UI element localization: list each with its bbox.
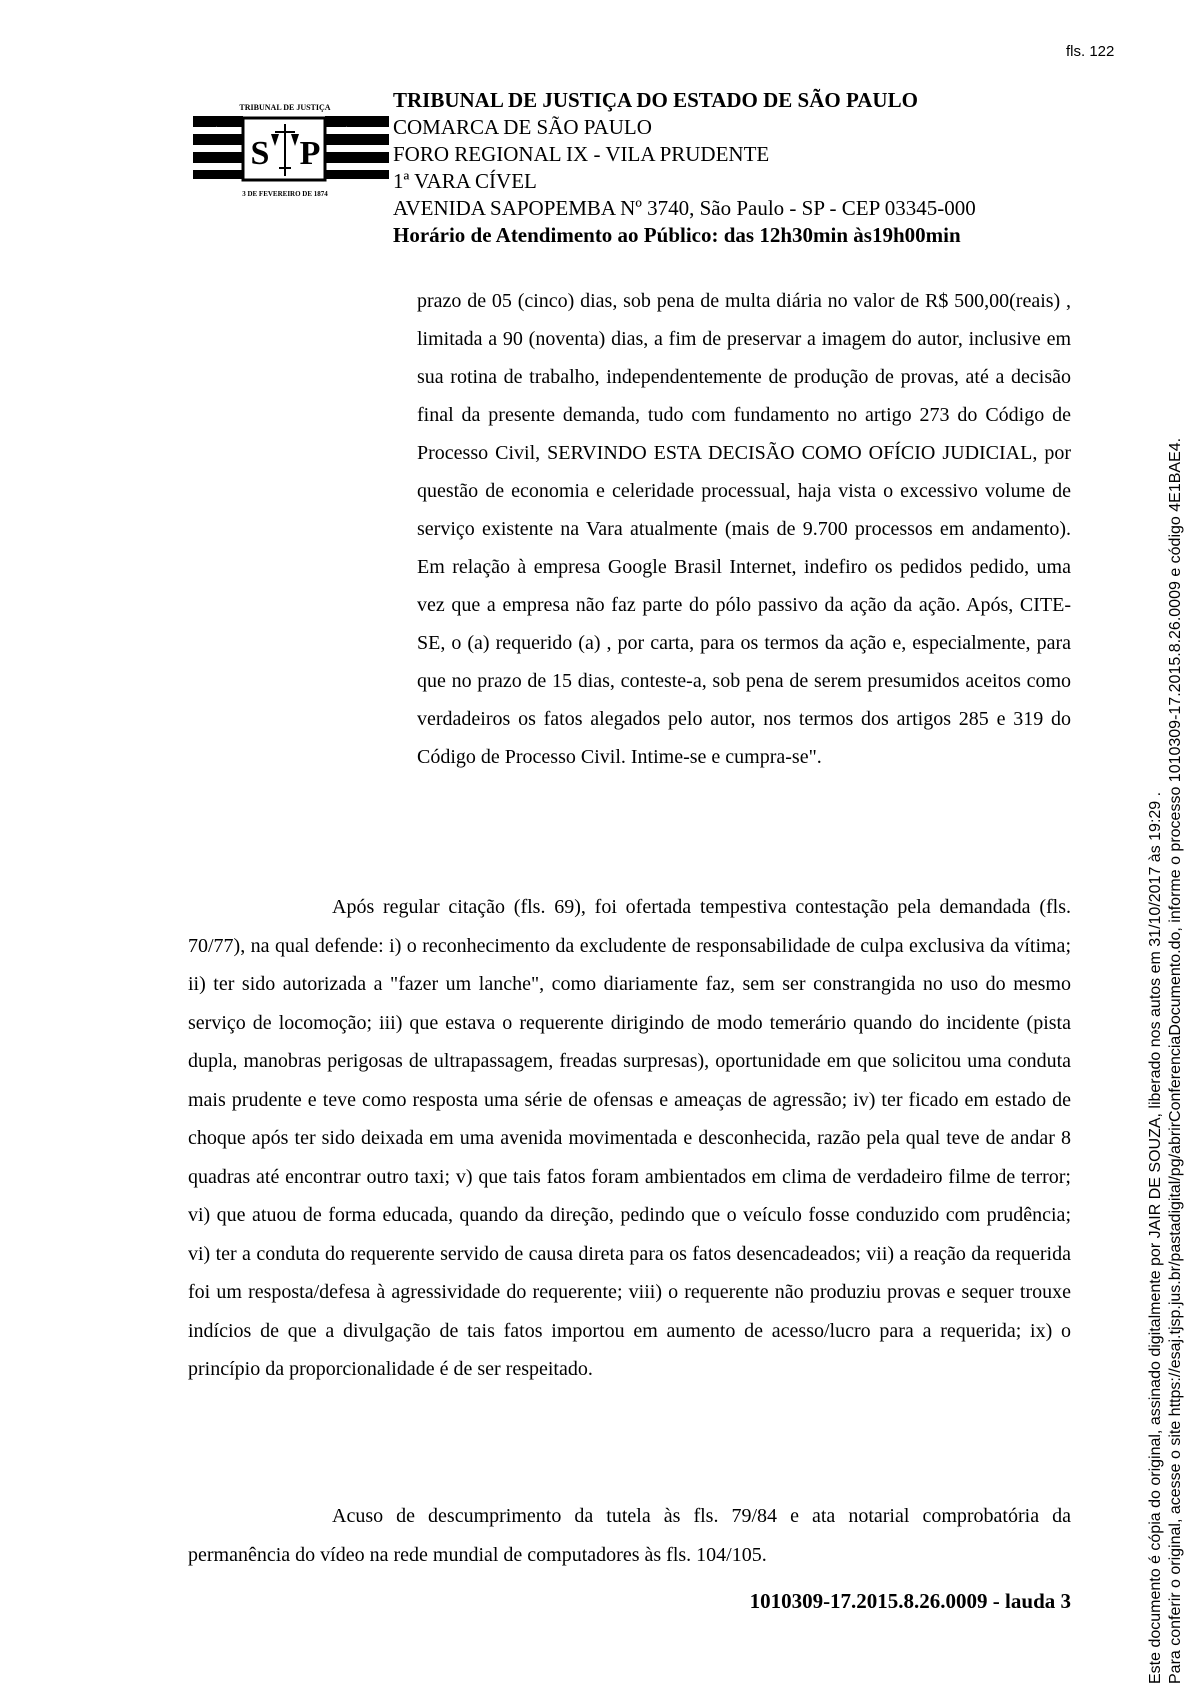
svg-text:S: S [250, 135, 270, 172]
svg-text:3 DE FEVEREIRO DE 1874: 3 DE FEVEREIRO DE 1874 [242, 190, 328, 198]
process-footer: 1010309-17.2015.8.26.0009 - lauda 3 [749, 1589, 1071, 1613]
court-header [393, 87, 976, 249]
svg-text:★: ★ [213, 125, 221, 134]
address: AVENIDA SAPOPEMBA Nº 3740, São Paulo - SP - CEP 03345-000 [393, 196, 976, 220]
court-name: TRIBUNAL DE JUSTIÇA DO ESTADO DE SÃO PAULO [393, 88, 918, 112]
side-note-line-2: Para conferir o original, acesse o site https://esaj.tjsp.jus.br/pastadigital/pg/abrirConferenciaDocumento.do, informe o processo 1010309-17.2015.8.26.0009 e código 4E1BAE4. [1167, 437, 1184, 1684]
vara: 1ª VARA CÍVEL [393, 169, 537, 193]
paragraph-contestation: Após regular citação (fls. 69), foi ofertada tempestiva contestação pela demandada (fls. 70/77), na qual defende: i) o reconhecimento da excludente de responsabilidade de culpa exclusiva da vítima; ii) ter sido autorizada a "fazer um lanche", como diariamente faz, sem ser constrangida no uso do mesmo serviço de locomoção; iii) que estava o requerente dirigindo de modo temerário quando do incidente (pista dupla, manobras perigosas de ultrapassagem, freadas surpresas), oportunidade em que solicitou uma conduta mais prudente e teve como resposta uma série de ofensas e ameaças de agressão; iv) ter ficado em estado de choque após ter sido deixada em uma avenida movimentada e desconhecida, razão pela qual teve de andar 8 quadras até encontrar outro taxi; v) que tais fatos foram ambientados em clima de verdadeiro filme de terror; vi) que atuou de forma educada, quando da direção, pedindo que o veículo fosse conduzido com prudência; vi) ter a conduta do requerente servido de causa direta para os fatos desencadeados; vii) a reação da requerida foi um resposta/defesa à agressividade do requerente; viii) o requerente não produziu provas e sequer trouxe indícios de que a divulgação de tais fatos importou em aumento de acesso/lucro para a requerida; ix) o princípio da proporcionalidade é de ser respeitado. [188, 896, 1071, 1380]
office-hours: Horário de Atendimento ao Público: das 12h30min às19h00min [393, 223, 961, 247]
quoted-decision: prazo de 05 (cinco) dias, sob pena de multa diária no valor de R$ 500,00(reais) , limitada a 90 (noventa) dias, a fim de preservar a imagem do autor, inclusive em sua rotina de trabalho, independentemente de produção de provas, até a decisão final da presente demanda, tudo com fundamento no artigo 273 do Código de Processo Civil, SERVINDO ESTA DECISÃO COMO OFÍCIO JUDICIAL, por questão de economia e celeridade processual, haja vista o excessivo volume de serviço existente na Vara atualmente (mais de 9.700 processos em andamento). Em relação à empresa Google Brasil Internet, indefiro os pedidos pedido, uma vez que a empresa não faz parte do pólo passivo da ação da ação. Após, CITE-SE, o (a) requerido (a) , por carta, para os termos da ação e, especialmente, para que no prazo de 15 dias, conteste-a, sob pena de serem presumidos aceitos como verdadeiros os fatos alegados pelo autor, nos termos dos artigos 285 e 319 do Código de Processo Civil. Intime-se e cumpra-se". [417, 290, 1071, 768]
page-number: fls. 122 [1066, 43, 1115, 60]
svg-text:TRIBUNAL DE JUSTIÇA: TRIBUNAL DE JUSTIÇA [239, 103, 331, 112]
svg-text:★: ★ [343, 125, 351, 134]
authenticity-side-note [1146, 264, 1186, 1684]
comarca: COMARCA DE SÃO PAULO [393, 115, 652, 139]
side-note-line-1: Este documento é cópia do original, assinado digitalmente por JAIR DE SOUZA, liberado nos autos em 31/10/2017 às 19:29 . [1147, 791, 1164, 1684]
foro: FORO REGIONAL IX - VILA PRUDENTE [393, 142, 770, 166]
svg-text:P: P [299, 135, 321, 172]
paragraph-noncompliance: Acuso de descumprimento da tutela às fls. 79/84 e ata notarial comprobatória da permanência do vídeo na rede mundial de computadores às fls. 104/105. [188, 1505, 1071, 1566]
court-seal-logo [193, 72, 389, 220]
